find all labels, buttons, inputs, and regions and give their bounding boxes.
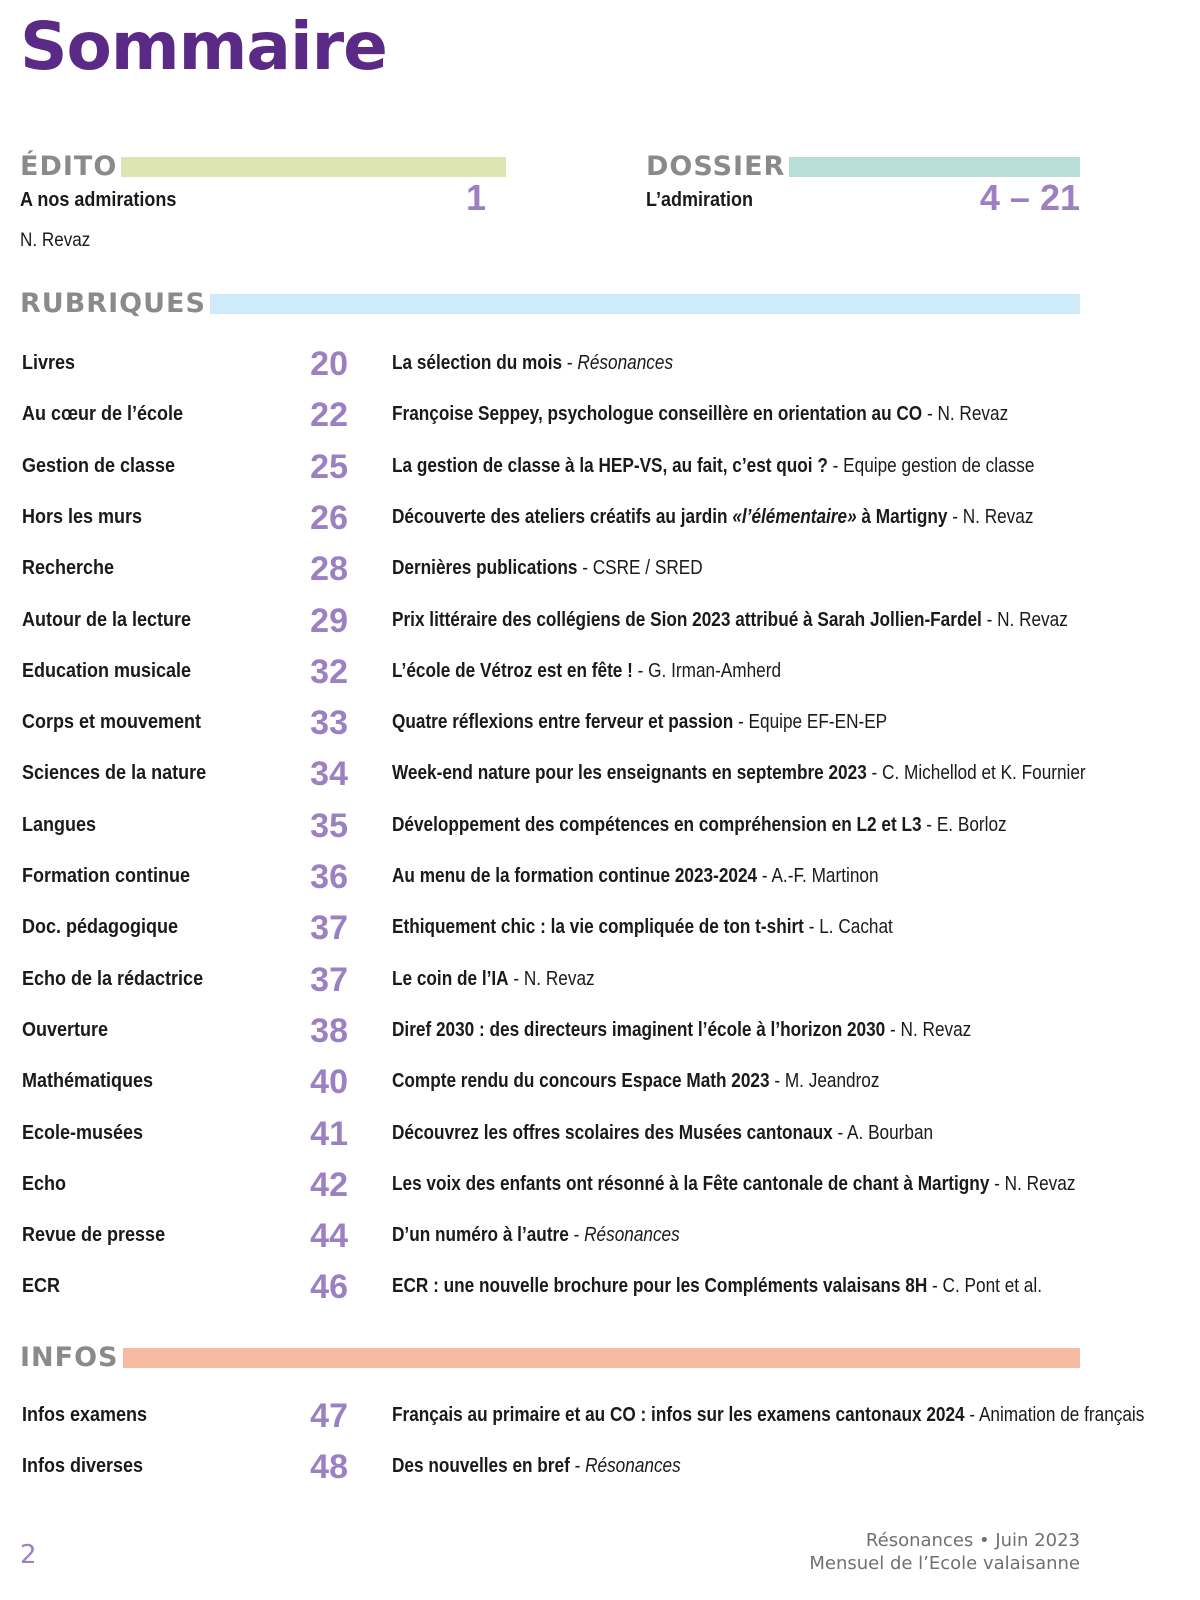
toc-article[interactable] bbox=[392, 609, 1068, 632]
toc-separator: - bbox=[832, 1121, 848, 1144]
toc-article-title-text: Au menu de la formation continue 2023-2024 bbox=[392, 865, 758, 887]
toc-article-author: CSRE / SRED bbox=[592, 557, 703, 580]
dossier-header bbox=[646, 153, 1080, 180]
toc-page-number: 38 bbox=[310, 1011, 348, 1050]
toc-page-number: 41 bbox=[310, 1114, 348, 1153]
toc-separator: - bbox=[569, 1455, 586, 1478]
toc-article-title bbox=[392, 968, 509, 990]
toc-separator: - bbox=[981, 608, 998, 631]
toc-article[interactable] bbox=[392, 660, 781, 683]
toc-row[interactable] bbox=[0, 908, 1200, 948]
toc-category: Langues bbox=[22, 813, 97, 836]
toc-category: Infos examens bbox=[22, 1404, 148, 1426]
toc-page-number: 47 bbox=[310, 1397, 348, 1435]
toc-article-title-text: Dernières publications bbox=[392, 557, 578, 580]
toc-separator: - bbox=[803, 916, 820, 939]
toc-article[interactable] bbox=[392, 1070, 879, 1093]
toc-article-author: N. Revaz bbox=[900, 1018, 972, 1041]
toc-article-title-text: Compte rendu du concours Espace Math 2023 bbox=[392, 1070, 770, 1093]
toc-article-title bbox=[392, 352, 562, 374]
toc-category: Echo bbox=[22, 1172, 67, 1195]
toc-row[interactable] bbox=[0, 754, 1200, 794]
toc-article[interactable] bbox=[392, 865, 879, 888]
toc-category: Gestion de classe bbox=[22, 454, 176, 477]
toc-row[interactable] bbox=[0, 960, 1200, 1000]
toc-row[interactable] bbox=[0, 395, 1200, 435]
toc-page-number: 40 bbox=[310, 1063, 348, 1102]
toc-separator: - bbox=[947, 505, 963, 528]
toc-article-author: Résonances bbox=[577, 352, 674, 374]
toc-page-number: 46 bbox=[310, 1268, 348, 1307]
toc-article[interactable] bbox=[392, 1122, 933, 1145]
toc-separator: - bbox=[989, 1172, 1005, 1195]
dossier-pages: 4 – 21 bbox=[979, 177, 1080, 218]
toc-article-title-text: Des nouvelles en bref bbox=[392, 1455, 570, 1478]
toc-article-title bbox=[392, 711, 733, 733]
toc-category: Echo de la rédactrice bbox=[22, 967, 204, 990]
toc-article-title bbox=[392, 1070, 770, 1092]
edito-author: N. Revaz bbox=[20, 230, 91, 251]
toc-page-number: 37 bbox=[310, 909, 348, 948]
infos-header bbox=[20, 1344, 1080, 1371]
toc-article[interactable] bbox=[392, 1275, 1042, 1298]
toc-row[interactable] bbox=[0, 652, 1200, 692]
edito-label: ÉDITO bbox=[20, 151, 118, 182]
toc-article-title bbox=[392, 1122, 833, 1144]
toc-page-number: 44 bbox=[310, 1217, 348, 1256]
toc-article[interactable] bbox=[392, 455, 1034, 478]
dossier-title[interactable]: L’admiration bbox=[646, 189, 754, 211]
toc-article-title bbox=[392, 1224, 569, 1246]
toc-article[interactable] bbox=[392, 506, 1033, 529]
toc-row[interactable] bbox=[0, 447, 1200, 487]
infos-label: INFOS bbox=[20, 1342, 119, 1373]
toc-row[interactable] bbox=[0, 806, 1200, 846]
toc-article-title bbox=[392, 403, 922, 425]
toc-category: Ouverture bbox=[22, 1018, 109, 1041]
toc-article-author: M. Jeandroz bbox=[784, 1070, 880, 1093]
toc-article-author: A. Bourban bbox=[847, 1121, 934, 1144]
rubriques-header bbox=[20, 290, 1080, 317]
toc-category: Mathématiques bbox=[22, 1070, 154, 1093]
toc-category: ECR bbox=[22, 1275, 61, 1298]
toc-category: Livres bbox=[22, 352, 76, 374]
footer-publication bbox=[809, 1529, 1080, 1575]
toc-article-title-end: à Martigny bbox=[856, 505, 948, 528]
toc-article-author: Résonances bbox=[585, 1455, 681, 1478]
toc-article-title-text: La gestion de classe à la HEP-VS, au fait, c’est quoi ? bbox=[392, 454, 828, 477]
toc-article[interactable] bbox=[392, 711, 887, 734]
toc-article-title-text: La sélection du mois bbox=[392, 352, 563, 374]
toc-article[interactable] bbox=[392, 762, 1086, 785]
toc-article-author: Equipe EF-EN-EP bbox=[748, 711, 888, 734]
toc-page-number: 29 bbox=[310, 601, 348, 640]
toc-article-author: Equipe gestion de classe bbox=[843, 454, 1035, 477]
toc-article[interactable] bbox=[392, 814, 1007, 837]
toc-article-title-text: Ethiquement chic : la vie compliquée de ton t-shirt bbox=[392, 916, 804, 939]
toc-article-title-text: Diref 2030 : des directeurs imaginent l’école à l’horizon 2030 bbox=[392, 1018, 886, 1041]
toc-page-number: 37 bbox=[310, 960, 348, 999]
toc-article[interactable] bbox=[392, 557, 703, 580]
toc-article-author: A.-F. Martinon bbox=[771, 865, 879, 887]
toc-separator: - bbox=[562, 352, 578, 374]
toc-separator: - bbox=[921, 813, 937, 836]
footer-line-1: Résonances • Juin 2023 bbox=[865, 1530, 1080, 1551]
toc-article-title-text: Quatre réflexions entre ferveur et passion bbox=[392, 711, 734, 734]
toc-page-number: 32 bbox=[310, 652, 348, 691]
toc-category: Hors les murs bbox=[22, 505, 143, 528]
toc-article[interactable] bbox=[392, 352, 673, 375]
toc-page-number: 42 bbox=[310, 1165, 348, 1204]
toc-article-title bbox=[392, 1173, 989, 1195]
toc-separator: - bbox=[885, 1018, 901, 1041]
dossier-label: DOSSIER bbox=[646, 151, 786, 182]
toc-category: Au cœur de l’école bbox=[22, 403, 184, 426]
toc-row[interactable] bbox=[0, 1114, 1200, 1154]
toc-row[interactable] bbox=[0, 857, 1200, 897]
toc-article-title bbox=[392, 1455, 570, 1477]
toc-article[interactable] bbox=[392, 1019, 971, 1042]
toc-row[interactable] bbox=[0, 344, 1200, 384]
toc-page-number: 35 bbox=[310, 806, 348, 845]
toc-row[interactable] bbox=[0, 1267, 1200, 1307]
toc-page-number: 22 bbox=[310, 396, 348, 435]
toc-separator: - bbox=[568, 1224, 585, 1247]
toc-article-title-text: Week-end nature pour les enseignants en septembre 2023 bbox=[392, 762, 867, 785]
toc-category: Ecole-musées bbox=[22, 1121, 144, 1144]
toc-page-number: 26 bbox=[310, 498, 348, 537]
footer-line-2: Mensuel de l’Ecole valaisanne bbox=[809, 1553, 1080, 1574]
toc-article-title-text: Développement des compétences en compréhension en L2 et L3 bbox=[392, 813, 922, 836]
toc-separator: - bbox=[927, 1275, 943, 1298]
toc-category: Education musicale bbox=[22, 659, 192, 682]
toc-page-number: 36 bbox=[310, 858, 348, 896]
toc-row[interactable] bbox=[0, 498, 1200, 538]
rubriques-bar bbox=[210, 294, 1080, 314]
toc-row[interactable] bbox=[0, 703, 1200, 743]
toc-page-number: 33 bbox=[310, 704, 348, 743]
toc-category: Doc. pédagogique bbox=[22, 916, 179, 939]
toc-article-title-text: Découverte des ateliers créatifs au jardin bbox=[392, 505, 733, 528]
toc-article-title bbox=[392, 762, 867, 784]
toc-page-number: 28 bbox=[310, 550, 348, 589]
toc-page-number: 34 bbox=[310, 755, 348, 794]
toc-article-title-text: Le coin de l’IA bbox=[392, 967, 509, 990]
toc-article-title bbox=[392, 814, 922, 836]
toc-row[interactable] bbox=[0, 1396, 1200, 1436]
edito-bar bbox=[121, 157, 506, 177]
toc-separator: - bbox=[964, 1404, 979, 1426]
toc-article-title-text: Découvrez les offres scolaires des Musées cantonaux bbox=[392, 1121, 833, 1144]
toc-category: Recherche bbox=[22, 557, 115, 580]
toc-separator: - bbox=[922, 403, 938, 426]
toc-article-author: N. Revaz bbox=[523, 967, 595, 990]
toc-article-title-text: Prix littéraire des collégiens de Sion 2023 attribué à Sarah Jollien-Fardel bbox=[392, 608, 982, 631]
edito-header bbox=[20, 153, 506, 180]
toc-row[interactable] bbox=[0, 1011, 1200, 1051]
toc-page-number: 48 bbox=[310, 1448, 348, 1487]
toc-article[interactable] bbox=[392, 1173, 1075, 1196]
toc-article[interactable] bbox=[392, 1404, 1144, 1427]
toc-article-author: Animation de français bbox=[978, 1404, 1145, 1426]
toc-article-author: N. Revaz bbox=[937, 403, 1009, 426]
toc-article-author: N. Revaz bbox=[1004, 1172, 1076, 1195]
toc-article-title bbox=[392, 506, 947, 528]
toc-article[interactable] bbox=[392, 916, 893, 939]
toc-article-title-text: ECR : une nouvelle brochure pour les Compléments valaisans 8H bbox=[392, 1275, 928, 1298]
toc-row[interactable] bbox=[0, 1447, 1200, 1487]
toc-article-title-text: Françoise Seppey, psychologue conseillère en orientation au CO bbox=[392, 403, 923, 426]
toc-article[interactable] bbox=[392, 1224, 680, 1247]
toc-category: Autour de la lecture bbox=[22, 608, 192, 631]
toc-article-title-text: L’école de Vétroz est en fête ! bbox=[392, 659, 633, 682]
toc-row[interactable] bbox=[0, 549, 1200, 589]
toc-category: Corps et mouvement bbox=[22, 711, 202, 734]
toc-article-title bbox=[392, 1275, 927, 1297]
toc-separator: - bbox=[508, 967, 524, 990]
toc-article-title bbox=[392, 865, 757, 887]
toc-article-author: N. Revaz bbox=[962, 505, 1034, 528]
toc-article-author: N. Revaz bbox=[997, 608, 1068, 631]
toc-separator: - bbox=[827, 454, 844, 477]
toc-row[interactable] bbox=[0, 601, 1200, 641]
toc-row[interactable] bbox=[0, 1165, 1200, 1205]
toc-article[interactable] bbox=[392, 1455, 681, 1478]
toc-separator: - bbox=[769, 1070, 785, 1093]
toc-article-title-text: Français au primaire et au CO : infos sur les examens cantonaux 2024 bbox=[392, 1404, 965, 1426]
toc-article-author: G. Irman-Amherd bbox=[648, 659, 782, 682]
toc-category: Revue de presse bbox=[22, 1224, 166, 1247]
toc-article-title-text: Les voix des enfants ont résonné à la Fête cantonale de chant à Martigny bbox=[392, 1172, 990, 1195]
edito-page: 1 bbox=[465, 177, 486, 218]
toc-page-number: 20 bbox=[310, 345, 348, 383]
toc-article-title-text: D’un numéro à l’autre bbox=[392, 1224, 569, 1247]
toc-article-title bbox=[392, 660, 633, 682]
toc-article-author: C. Michellod et K. Fournier bbox=[882, 762, 1086, 785]
toc-article-title-emphasis: «l’élémentaire» bbox=[732, 505, 857, 528]
toc-category: Infos diverses bbox=[22, 1455, 144, 1478]
toc-row[interactable] bbox=[0, 1062, 1200, 1102]
dossier-bar bbox=[789, 157, 1080, 177]
toc-page-number: 25 bbox=[310, 447, 348, 486]
toc-separator: - bbox=[632, 659, 649, 682]
infos-bar bbox=[123, 1348, 1081, 1368]
toc-article-title bbox=[392, 916, 804, 938]
toc-article-author: E. Borloz bbox=[936, 813, 1007, 836]
toc-category: Sciences de la nature bbox=[22, 762, 207, 785]
toc-article-author: Résonances bbox=[584, 1224, 680, 1247]
toc-separator: - bbox=[866, 762, 883, 785]
toc-article-author: C. Pont et al. bbox=[942, 1275, 1042, 1298]
edito-title[interactable]: A nos admirations bbox=[20, 189, 177, 211]
toc-article-title bbox=[392, 609, 982, 631]
toc-article-title bbox=[392, 557, 577, 579]
toc-article-title bbox=[392, 1019, 885, 1041]
toc-separator: - bbox=[757, 865, 772, 887]
toc-article-title bbox=[392, 1404, 965, 1426]
page-title: Sommaire bbox=[20, 8, 387, 85]
footer-page-number: 2 bbox=[20, 1540, 37, 1570]
toc-article-author: L. Cachat bbox=[819, 916, 893, 939]
toc-separator: - bbox=[577, 557, 593, 580]
toc-article[interactable] bbox=[392, 968, 595, 991]
toc-article[interactable] bbox=[392, 403, 1008, 426]
toc-row[interactable] bbox=[0, 1216, 1200, 1256]
toc-article-title bbox=[392, 455, 828, 477]
toc-category: Formation continue bbox=[22, 865, 191, 887]
toc-separator: - bbox=[733, 711, 749, 734]
rubriques-label: RUBRIQUES bbox=[20, 288, 206, 319]
